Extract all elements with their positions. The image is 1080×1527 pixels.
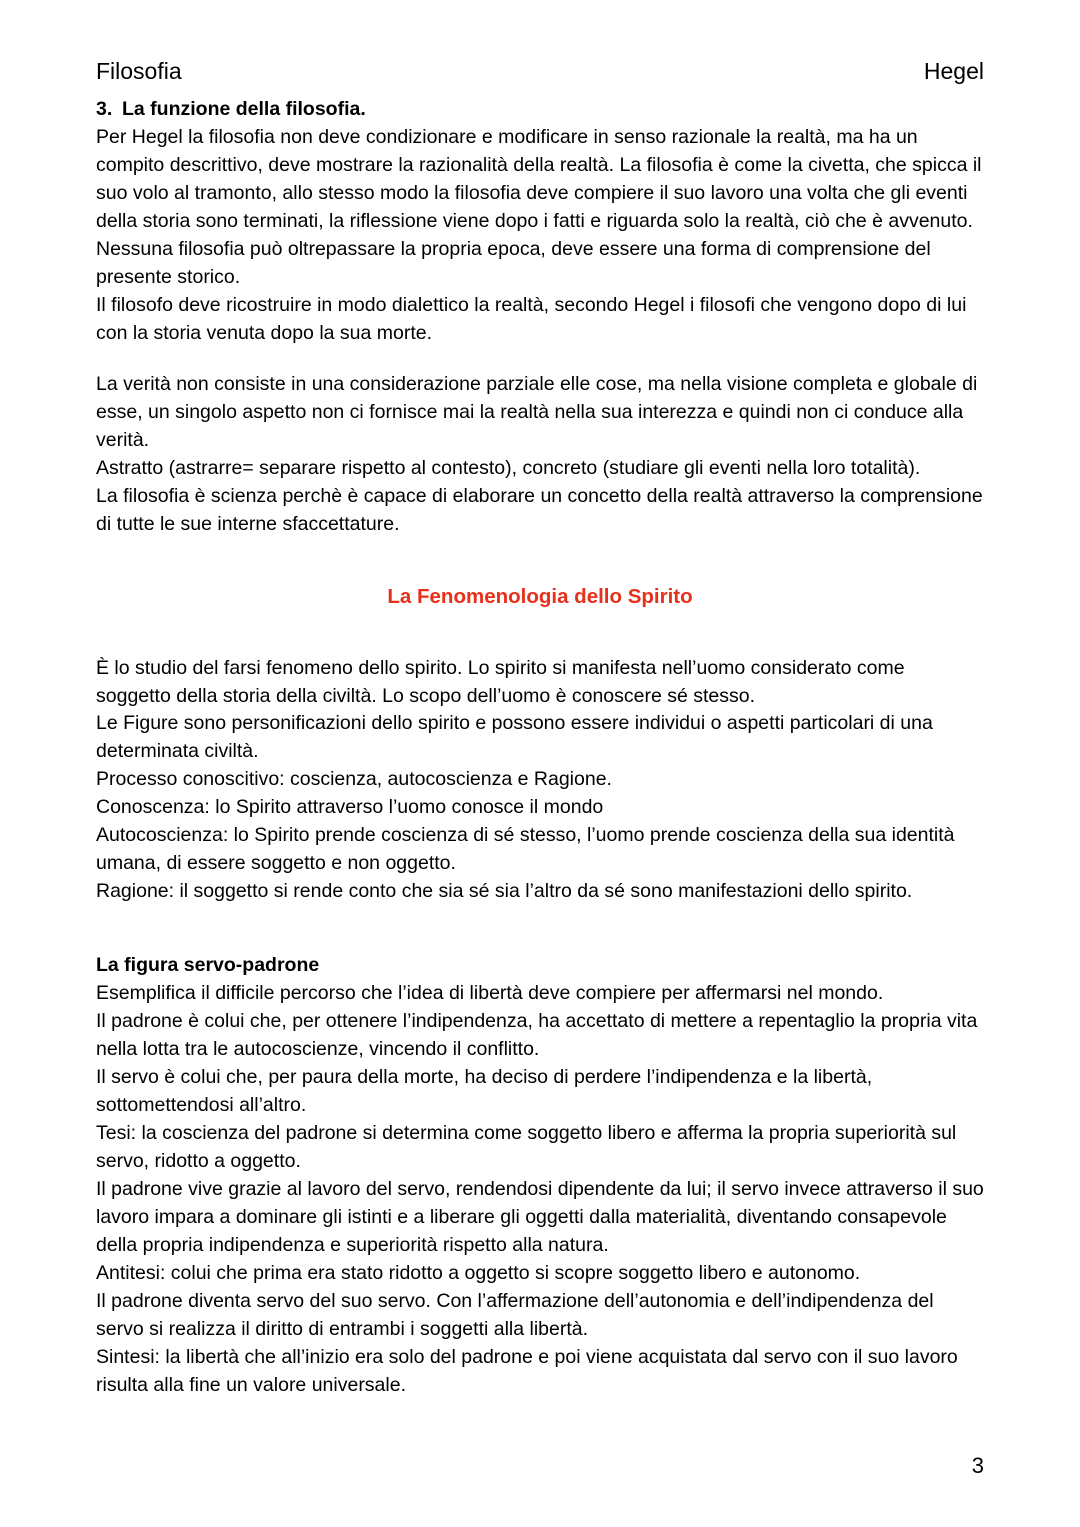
servo-padrone-paragraph-4: Tesi: la coscienza del padrone si determina come soggetto libero e afferma la propria superiorità sul servo, ridotto a oggetto. [96, 1122, 957, 1173]
servo-padrone-paragraph-7: Il padrone diventa servo del suo servo. Con l’affermazione dell’autonomia e dell’indipendenza del servo si realizza il diritto di entrambi i soggetti alla libertà. [96, 1289, 934, 1340]
servo-padrone-paragraph-1: Esemplifica il difficile percorso che l’idea di libertà deve compiere per affermarsi nel mondo. [96, 982, 884, 1005]
servo-padrone-paragraph-8: Sintesi: la libertà che all’inizio era solo del padrone e poi viene acquistata dal servo con il suo lavoro risulta alla fine un valore universale. [96, 1345, 958, 1396]
fenomenologia-paragraph-3: Processo conoscitivo: coscienza, autocoscienza e Ragione. [96, 768, 612, 791]
section-spacer-5 [96, 906, 984, 929]
section-number: 3. [96, 98, 113, 120]
paragraph-3: Il filosofo deve ricostruire in modo dialettico la realtà, secondo Hegel i filosofi che vengono dopo di lui con la storia venuta dopo la sua morte. [96, 293, 967, 344]
fenomenologia-paragraph-1: È lo studio del farsi fenomeno dello spirito. Lo spirito si manifesta nell’uomo considerato come soggetto della storia della civiltà. Lo scopo dell’uomo è conoscere sé stesso. [96, 656, 905, 707]
fenomenologia-body [96, 655, 984, 907]
fenomenologia-paragraph-6: Ragione: il soggetto si rende conto che sia sé sia l’altro da sé sono manifestazioni dello spirito. [96, 880, 913, 903]
paragraph-spacer [96, 348, 984, 371]
fenomenologia-title: La Fenomenologia dello Spirito [387, 584, 693, 608]
paragraph-5: Astratto (astrarre= separare rispetto al contesto), concreto (studiare gli eventi nella loro totalità). [96, 456, 921, 479]
page-number: 3 [971, 1453, 984, 1478]
fenomenologia-paragraph-5: Autocoscienza: lo Spirito prende coscienza di sé stesso, l’uomo prende coscienza della sua identità umana, di essere soggetto e non oggetto. [96, 824, 955, 875]
page-header [96, 58, 984, 85]
paragraph-4: La verità non consiste in una considerazione parziale elle cose, ma nella visione completa e globale di esse, un singolo aspetto non ci fornisce mai la realtà nella sua interezza e quindi non ci conduce alla verità. [96, 372, 978, 451]
section-spacer-3 [96, 609, 984, 632]
servo-padrone-title: La figura servo-padrone [96, 954, 320, 977]
paragraph-2: Nessuna filosofia può oltrepassare la propria epoca, deve essere una forma di comprensione del presente storico. [96, 237, 931, 288]
fenomenologia-paragraph-4: Conoscenza: lo Spirito attraverso l’uomo conosce il mondo [96, 796, 604, 819]
servo-padrone-paragraph-6: Antitesi: colui che prima era stato ridotto a oggetto si scopre soggetto libero e autonomo. [96, 1261, 861, 1284]
section-body [96, 124, 984, 539]
section-spacer-6 [96, 929, 984, 952]
servo-padrone-paragraph-2: Il padrone è colui che, per ottenere l’indipendenza, ha accettato di mettere a repentaglio la propria vita nella lotta tra le autocoscienze, vincendo il conflitto. [96, 1010, 978, 1061]
header-topic: Hegel [923, 58, 984, 84]
section-heading [96, 96, 984, 124]
fenomenologia-paragraph-2: Le Figure sono personificazioni dello spirito e possono essere individui o aspetti particolari di una determinata civiltà. [96, 712, 933, 763]
servo-padrone-paragraph-3: Il servo è colui che, per paura della morte, ha deciso di perdere l’indipendenza e la libertà, sottomettendosi all’altro. [96, 1066, 873, 1117]
paragraph-1: Per Hegel la filosofia non deve condizionare e modificare in senso razionale la realtà, ma ha un compito descrittivo, deve mostrare la razionalità della realtà. La filosofia è come la civetta, che spicca il suo volo al tramonto, allo stesso modo la filosofia deve compiere il suo lavoro una volta che gli eventi della storia sono terminati, la riflessione viene dopo i fatti e riguarda solo la realtà, ciò che è avvenuto. [96, 125, 982, 232]
section-spacer-1 [96, 539, 984, 562]
section-title: La funzione della filosofia. [122, 98, 366, 120]
servo-padrone-paragraph-5: Il padrone vive grazie al lavoro del servo, rendendosi dipendente da lui; il servo invece attraverso il suo lavoro impara a dominare gli istinti e a liberare gli oggetti dalla materialità, diventando consapevole della propria indipendenza e superiorità rispetto alla natura. [96, 1178, 984, 1256]
section-spacer-4 [96, 632, 984, 655]
header-subject: Filosofia [96, 58, 182, 84]
paragraph-6: La filosofia è scienza perchè è capace di elaborare un concetto della realtà attraverso la comprensione di tutte le sue interne sfaccettature. [96, 484, 983, 535]
servo-padrone-body [96, 980, 984, 1400]
section-spacer-2 [96, 562, 984, 585]
